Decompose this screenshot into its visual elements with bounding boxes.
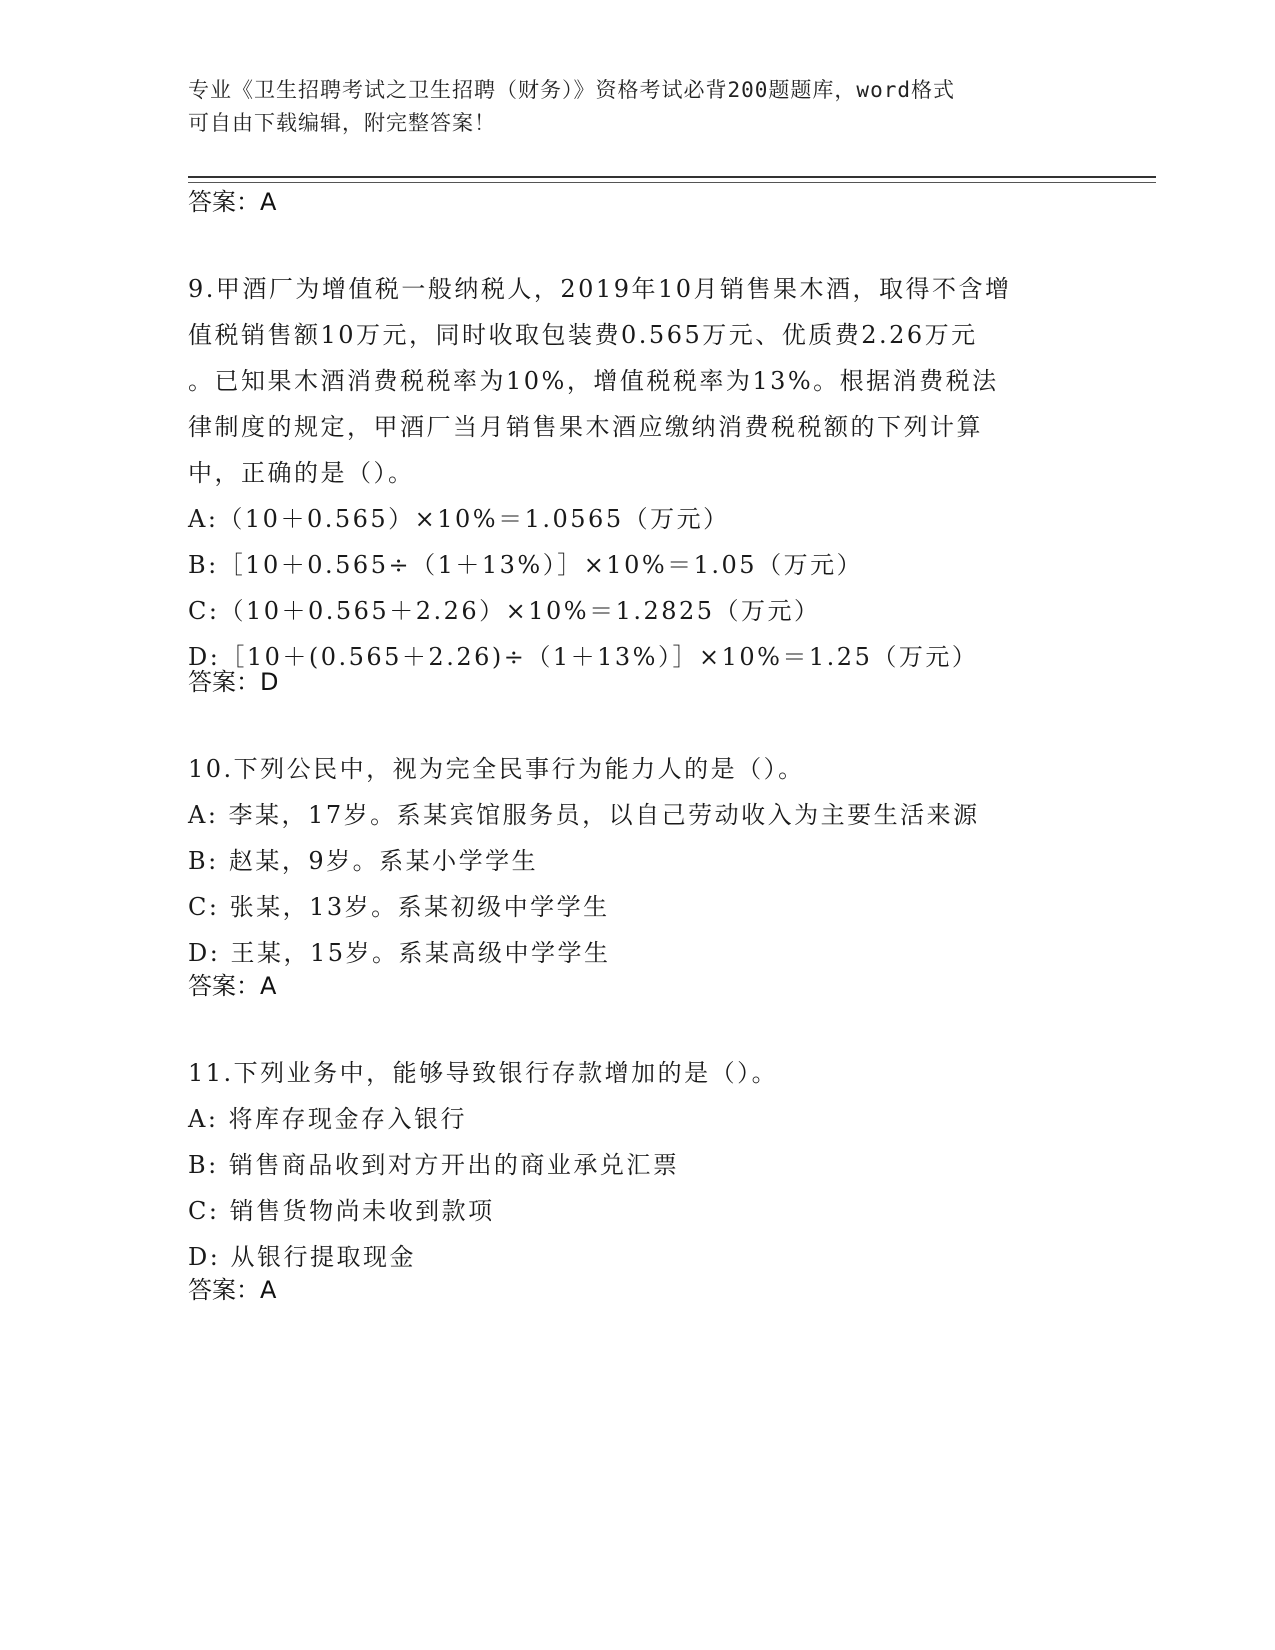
option-c: C: 张某，13岁。系某初级中学学生 [188, 893, 610, 921]
question-stem-line: 律制度的规定，甲酒厂当月销售果木酒应缴纳消费税税额的下列计算 [188, 413, 983, 441]
option-b: B: 赵某，9岁。系某小学学生 [188, 847, 539, 875]
question-stem-line: 11.下列业务中，能够导致银行存款增加的是（）。 [188, 1059, 779, 1087]
header-divider-thick [188, 176, 1156, 178]
option-b: B:［10＋0.565÷（1＋13%）］×10%＝1.05（万元） [188, 551, 864, 579]
header-line-2: 可自由下载编辑，附完整答案！ [188, 111, 496, 135]
option-a: A:（10＋0.565）×10%＝1.0565（万元） [188, 505, 730, 533]
option-d: D: 从银行提取现金 [188, 1243, 416, 1271]
option-b: B: 销售商品收到对方开出的商业承兑汇票 [188, 1151, 680, 1179]
answer-previous: 答案：A [188, 188, 277, 216]
option-a: A: 将库存现金存入银行 [188, 1105, 468, 1133]
option-d: D:［10＋(0.565＋2.26)÷（1＋13%）］×10%＝1.25（万元） [188, 643, 979, 671]
answer-9: 答案：D [188, 668, 279, 696]
question-stem-line: 10.下列公民中，视为完全民事行为能力人的是（）。 [188, 755, 805, 783]
header-line-1: 专业《卫生招聘考试之卫生招聘（财务）》资格考试必背200题题库，word格式 [188, 78, 955, 102]
document-header [188, 74, 1088, 140]
question-stem-line: 中，正确的是（）。 [188, 459, 415, 487]
question-stem-line: 9.甲酒厂为增值税一般纳税人，2019年10月销售果木酒，取得不含增 [188, 275, 1012, 303]
option-d: D: 王某，15岁。系某高级中学学生 [188, 939, 611, 967]
question-stem-line: 值税销售额10万元，同时收取包装费0.565万元、优质费2.26万元 [188, 321, 978, 349]
option-c: C: 销售货物尚未收到款项 [188, 1197, 495, 1225]
question-10 [188, 746, 1088, 976]
answer-10: 答案：A [188, 972, 277, 1000]
option-a: A: 李某，17岁。系某宾馆服务员，以自己劳动收入为主要生活来源 [188, 801, 980, 829]
option-c: C:（10＋0.565＋2.26）×10%＝1.2825（万元） [188, 597, 821, 625]
question-9 [188, 266, 1088, 680]
question-stem-line: 。已知果木酒消费税税率为10%，增值税税率为13%。根据消费税法 [188, 367, 999, 395]
answer-11: 答案：A [188, 1276, 277, 1304]
header-divider-thin [188, 182, 1156, 183]
question-11 [188, 1050, 1088, 1280]
